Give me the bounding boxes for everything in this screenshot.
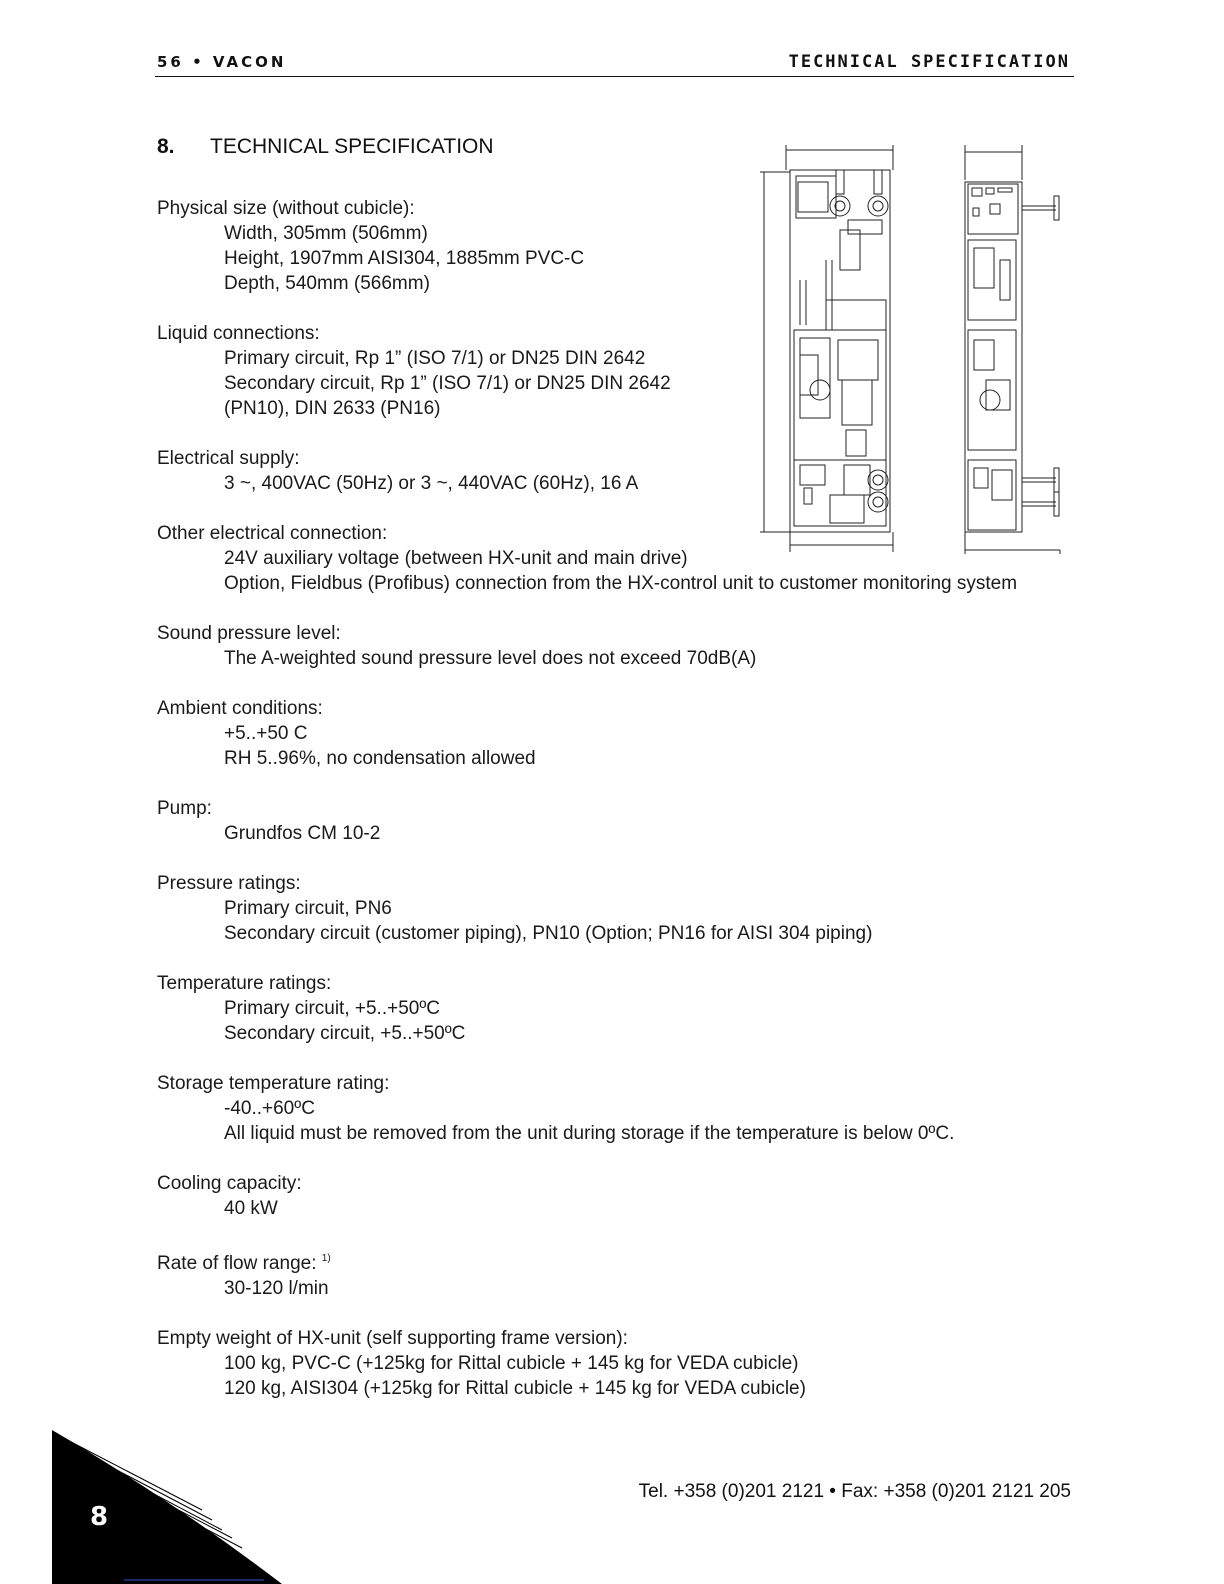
spec-value: -40..+60ºC — [224, 1098, 315, 1119]
spec-value: 100 kg, PVC-C (+125kg for Rittal cubicle + 145 kg for VEDA cubicle) — [224, 1353, 799, 1374]
spec-value: 3 ~, 400VAC (50Hz) or 3 ~, 440VAC (60Hz), 16 A — [224, 473, 639, 494]
spec-group — [157, 796, 1057, 846]
spec-label-text: Ambient conditions: — [157, 698, 323, 719]
spec-value: +5..+50 C — [224, 723, 308, 744]
spec-value: 40 kW — [224, 1198, 278, 1219]
spec-label-text: Pressure ratings: — [157, 873, 301, 894]
spec-value: Width, 305mm (506mm) — [224, 223, 428, 244]
spec-group — [157, 621, 1057, 671]
spec-label-text: Storage temperature rating: — [157, 1073, 390, 1094]
spec-group — [157, 446, 1057, 496]
spec-label-text: Cooling capacity: — [157, 1173, 302, 1194]
spec-group — [157, 696, 1057, 771]
spec-label — [157, 1171, 1057, 1196]
spec-group — [157, 871, 1057, 946]
spec-label-text: Rate of flow range: — [157, 1253, 317, 1274]
spec-label-text: Physical size (without cubicle): — [157, 198, 415, 219]
spec-value: Grundfos CM 10-2 — [224, 823, 381, 844]
spec-group — [157, 196, 1057, 296]
header-section-title: TECHNICAL SPECIFICATION — [788, 52, 1070, 72]
spec-label-text: Electrical supply: — [157, 448, 300, 469]
spec-value: (PN10), DIN 2633 (PN16) — [224, 398, 441, 419]
spec-label-text: Sound pressure level: — [157, 623, 341, 644]
spec-group — [157, 1246, 1057, 1301]
footer-contact: Tel. +358 (0)201 2121 • Fax: +358 (0)201 2121 205 — [638, 1481, 1071, 1502]
spec-value: 24V auxiliary voltage (between HX-unit and main drive) — [224, 548, 688, 569]
section-title: TECHNICAL SPECIFICATION — [210, 135, 494, 158]
spec-label-text: Other electrical connection: — [157, 523, 388, 544]
spec-value: The A-weighted sound pressure level does not exceed 70dB(A) — [224, 648, 757, 669]
spec-label — [157, 871, 1057, 896]
header-rule — [155, 76, 1074, 77]
spec-value: Height, 1907mm AISI304, 1885mm PVC-C — [224, 248, 585, 269]
spec-label — [157, 196, 1057, 221]
spec-label — [157, 1326, 1057, 1351]
spec-label — [157, 446, 1057, 471]
spec-group — [157, 1171, 1057, 1221]
spec-value: 120 kg, AISI304 (+125kg for Rittal cubicle + 145 kg for VEDA cubicle) — [224, 1378, 806, 1399]
spec-label — [157, 971, 1057, 996]
spec-label — [157, 321, 1057, 346]
spec-label-text: Empty weight of HX-unit (self supporting frame version): — [157, 1328, 628, 1349]
spec-label — [157, 521, 1057, 546]
page-corner-graphic — [52, 1430, 282, 1584]
spec-value: 30-120 l/min — [224, 1278, 329, 1299]
spec-label — [157, 621, 1057, 646]
spec-value: Secondary circuit (customer piping), PN10 (Option; PN16 for AISI 304 piping) — [224, 923, 873, 944]
spec-label-text: Pump: — [157, 798, 212, 819]
spec-value: Primary circuit, PN6 — [224, 898, 392, 919]
section-number: 8. — [157, 135, 175, 158]
spec-group — [157, 1326, 1057, 1401]
spec-value: All liquid must be removed from the unit during storage if the temperature is below 0ºC. — [224, 1123, 955, 1144]
section-heading — [157, 135, 494, 159]
spec-label — [157, 1246, 1057, 1276]
spec-group — [157, 1071, 1057, 1146]
spec-list — [157, 196, 1057, 1426]
spec-value: Option, Fieldbus (Profibus) connection from the HX-control unit to customer monitoring system — [224, 573, 1018, 594]
spec-value: Secondary circuit, +5..+50ºC — [224, 1023, 466, 1044]
spec-value: RH 5..96%, no condensation allowed — [224, 748, 536, 769]
spec-value: Depth, 540mm (566mm) — [224, 273, 430, 294]
spec-label-text: Liquid connections: — [157, 323, 320, 344]
spec-value: Primary circuit, Rp 1” (ISO 7/1) or DN25 DIN 2642 — [224, 348, 646, 369]
footnote-marker: 1) — [321, 1253, 331, 1264]
spec-value: Secondary circuit, Rp 1” (ISO 7/1) or DN25 DIN 2642 — [224, 373, 671, 394]
spec-label — [157, 696, 1057, 721]
spec-label-text: Temperature ratings: — [157, 973, 332, 994]
spec-group — [157, 521, 1057, 596]
chapter-tab-number: 8 — [90, 1502, 109, 1532]
spec-group — [157, 971, 1057, 1046]
spec-group — [157, 321, 1057, 421]
header-brand: 56 • VACON — [157, 53, 287, 71]
spec-label — [157, 796, 1057, 821]
spec-value: Primary circuit, +5..+50ºC — [224, 998, 441, 1019]
spec-label — [157, 1071, 1057, 1096]
